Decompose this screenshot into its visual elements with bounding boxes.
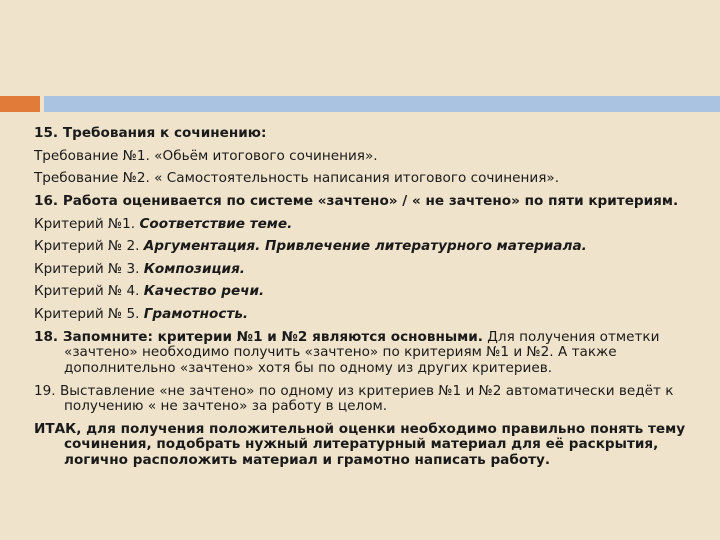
criterion-1-title: Соответствие теме. <box>139 215 293 232</box>
criterion-2-title: Аргументация. Привлечение литературного материала. <box>143 238 587 255</box>
criterion-1-label: Критерий №1. <box>34 215 140 232</box>
line-16-assessment: 16. Работа оценивается по системе «зачтено» / « не зачтено» по пяти критериям. <box>34 192 679 209</box>
criterion-4-title: Качество речи. <box>143 283 265 300</box>
criterion-3-label: Критерий № 3. <box>34 260 144 277</box>
line-18-remember <box>34 330 706 377</box>
line-requirement-1: Требование №1. «Обьём итогового сочинения». <box>34 147 378 164</box>
divider-accent-block <box>0 96 40 112</box>
remember-emphasis: 18. Запомните: критерии №1 и №2 являются основными. <box>34 328 483 345</box>
line-criterion-5 <box>34 307 706 323</box>
criterion-3-title: Композиция. <box>143 260 245 277</box>
criterion-5-label: Критерий № 5. <box>34 306 144 322</box>
line-15-requirements: 15. Требования к сочинению: <box>34 125 267 141</box>
line-summary: ИТАК, для получения положительной оценки необходимо правильно понять тему сочинения, подобрать нужный литературный материал для её раскрытия, логично расположить материал и грамотно написать работу. <box>34 420 686 468</box>
remember-detail: Для получения отметки «зачтено» необходимо получить «зачтено» по критериям №1 и №2. А также дополнительно «зачтено» хотя бы по одному из других критериев. <box>64 328 660 376</box>
line-criterion-1 <box>34 217 706 233</box>
criterion-4-label: Критерий № 4. <box>34 283 144 300</box>
line-requirement-2: Требование №2. « Самостоятельность написания итогового сочинения». <box>34 170 560 187</box>
line-criterion-2 <box>34 239 706 255</box>
title-divider <box>0 96 720 112</box>
line-19-not-passed: 19. Выставление «не зачтено» по одному из критериев №1 и №2 автоматически ведёт к получению « не зачтено» за работу в целом. <box>34 382 674 415</box>
line-criterion-3 <box>34 262 706 278</box>
slide-body <box>34 126 706 476</box>
divider-rule <box>44 96 720 112</box>
criterion-2-label: Критерий № 2. <box>34 238 144 255</box>
criterion-5-title: Грамотность. <box>143 306 249 322</box>
line-criterion-4 <box>34 284 706 300</box>
